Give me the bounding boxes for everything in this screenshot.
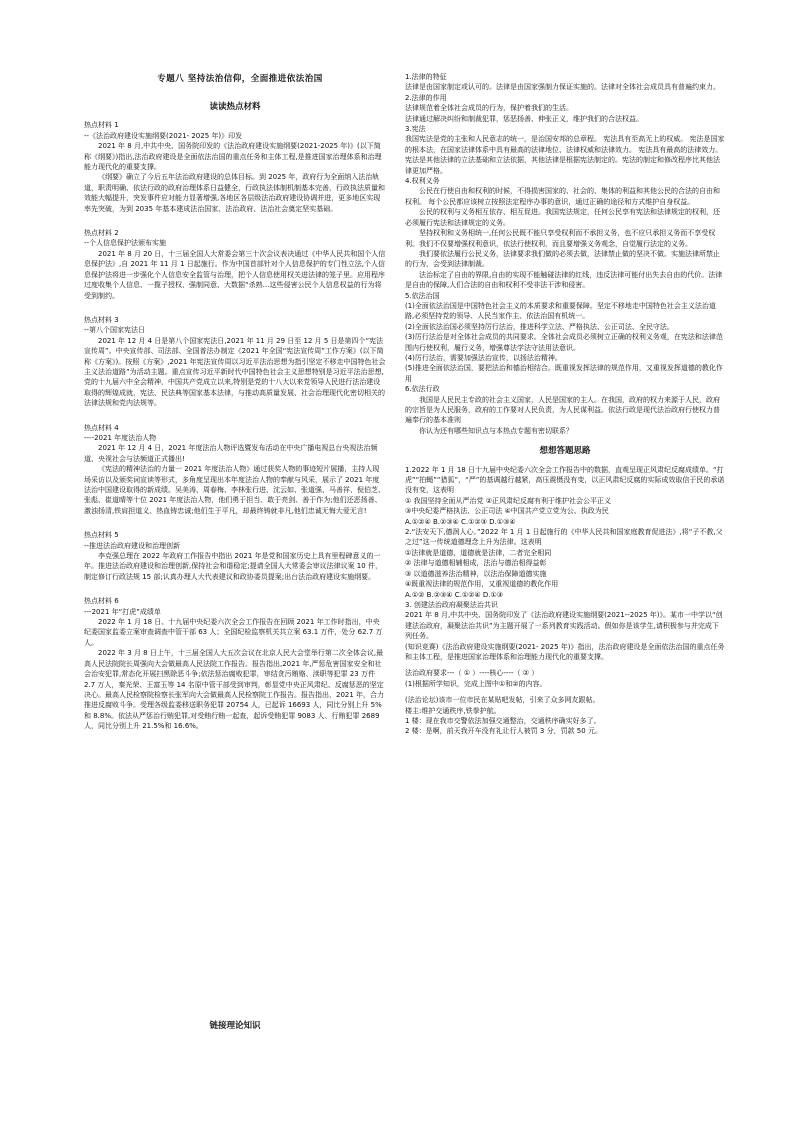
question-3-paragraph: (法治论坛)该市一位市民在某贴吧发帖，引来了众多网友跟帖。 [405,696,600,705]
section-title-hot-materials: 读读热点材料 [209,102,261,112]
question-2-option: ② 法律与道德相辅相成，法治与德治相得益彰 [405,559,547,568]
page-title: 专题八 坚持法治信仰，全面推进依法治国 [157,74,323,84]
material-6-subtitle: ---2021 年“打虎”成绩单 [84,607,161,616]
material-1-label: 热点材料 1 [84,121,119,130]
knowledge-paragraph: 法律规范着全体社会成员的行为，保护着我们的生活。 [405,104,573,113]
question-3-fill-prompt: (1)根据所学知识，完成上图中①和②的内容。 [405,679,547,688]
forum-post: 楼主:维护交通秩序,铁拳护航。 [405,706,501,715]
material-3-label: 热点材料 3 [84,315,119,324]
material-1-paragraph: 2021 年 8 月,中共中央、国务院印发的《法治政府建设实施纲要(2021-2025 年)》(以下简称《纲要》)指出,法治政府建设是全面依法治国的重点任务和主体工程,是推进国家治理体系和治理能力现代化的重要支撑。 [84,142,382,172]
material-5-paragraph: 李克强总理在 2022 年政府工作报告中指出 2021 年是党和国家历史上具有里程碑意义的一年。推进法治政府建设和治理创新,保持社会和谐稳定;提请全国人大常委会审议法律议案 10 件，制定修订行政法规 15 部;认真办理人大代表建议和政协委员提案;出台法治政府建设实施纲要。 [84,552,382,581]
knowledge-heading: 3.宪法 [405,125,426,134]
knowledge-heading: 5.依法治国 [405,291,440,300]
material-2-paragraph: 2021 年 8 月 20 日，十三届全国人大常委会第三十次会议表决通过《中华人民共和国个人信息保护法》,自 2021 年 11 月 1 日起施行。作为中国首部针对个人信息保护的专门性立法,个人信息保护法将进一步强化个人信息安全监管与治理，把个人信息使用权关进法律的笼子里。应用程序过度收集个人信息、一揽子授权、强制同意、大数据“杀熟…这些侵害公民个人信息权益的行为将受到制约。 [84,249,386,300]
knowledge-paragraph: (2)全面依法治国必须坚持厉行法治，推进科学立法、严格执法、公正司法、全民守法。 [405,322,674,331]
knowledge-paragraph: (5)推进全面依法治国，要把法治和德治相结合。既重视发挥法律的规范作用，又重视发挥道德的教化作用 [405,364,723,383]
material-6-label: 热点材料 6 [84,597,119,606]
question-2-stem: 2.“法安天下,德润人心。”2022 年 1 月 1 日起施行的《中华人民共和国家庭教育促进法》,将“子不教,父之过”这一传统道德理念上升为法律。这表明 [405,528,723,547]
material-6-paragraph: 2022 年 3 月 8 日上午，十三届全国人大五次会议在北京人民大会堂举行第二次全体会议,最高人民法院院长周强向大会做最高人民法院工作报告。报告指出,2021 年,严惩危害国家安全和社会治安犯罪,常态化开展扫黑除恶斗争;依法惩治腐败犯罪，审结贪污贿赂、渎职等犯罪 23 万件 2.7 万人，秦光荣、王富玉等 14 名原中管干部受到审判，彰显党中央正风肃纪、反腐惩恶的坚定决心。最高人民检察院检察长张军向大会做最高人民检察院工作报告。报告指出，2021 年，合力推进反腐败斗争。受理各级监委移送职务犯罪 20754 人，已起诉 16693 人，同比分别上升 5% 和 8.8%。依法从严惩治行贿犯罪,对受贿行贿一起查，起诉受贿犯罪 9083 人、行贿犯罪 2689 人，同比分别上升 21.5%和 16.6%。 [84,649,385,731]
material-4-subtitle: ----2021 年度法治人物 [84,433,157,442]
question-3-stem: 3. 创建法治政府凝聚法治共识 [405,600,498,609]
material-5-label: 热点材料 5 [84,531,119,540]
knowledge-paragraph: (3)厉行法治是对全体社会成员的共同要求。全体社会成员必须树立正确的权利义务观，在宪法和法律范围内行使权利，履行义务，增强尊法学法守法用法意识。 [405,333,723,352]
knowledge-paragraph: 我们要依法履行公民义务，法律要求我们做的必须去做，法律禁止做的坚决不做。实施法律所禁止的行为，会受到法律制裁。 [405,249,720,269]
knowledge-paragraph: (4)厉行法治，需要加强法治宣传，以扬法治精神。 [405,353,562,362]
forum-reply: 1 楼：现在我市交警依法加强交通整治，交通秩序确实好多了。 [405,716,601,725]
knowledge-paragraph: 公民的权利与义务相互依存、相互促进。我国宪法规定，任何公民享有宪法和法律规定的权利，还必须履行宪法和法律规定的义务。 [405,208,720,227]
question-2-choices: A.①② B.②③④ C.①②④ D.①③ [405,590,504,599]
material-3-paragraph: 2021 年 12 月 4 日是第八个国家宪法日,2021 年 11 月 29 日至 12 月 5 日是第四个“宪法宣传周”。中央宣传部、司法部、全国普法办制定《2021 年全国“宪法宣传周”工作方案》(以下简称《方案》)。按照《方案》,2021 年宪法宣传周以习近平法治思想为指引坚定不移走中国特色社会主义法治道路”为活动主题。重点宣传习近平新时代中国特色社会主义思想特别是习近平法治思想,党的十九届六中全会精神，中国共产党成立以来,特别是党的十八大以来党领导人民进行法治建设取得的辉煌成就，宪法、民法典等国家基本法律，与推动高质量发展、社会治理现代化密切相关的法律法规和党内法规等。 [84,336,386,408]
section-title-answer-ideas: 想想答题思路 [539,446,591,457]
question-1-options: ③中央纪委严格执法、公正司法 ④中国共产党立党为公、执政为民 [405,507,609,516]
knowledge-heading: 1.法律的特征 [405,73,447,81]
question-2-option: ①法律就是道德，道德就是法律，二者完全相同 [405,548,552,557]
material-3-subtitle: --第八个国家宪法日 [84,326,146,335]
material-4-paragraph: 2021 年 12 月 4 日，2021 年度法治人物评选暨发布活动在中央广播电视总台央视法治频道、央视社会与法频道正式播出! [84,444,378,463]
material-1-subtitle: --《法治政府建设实施纲要(2021- 2025 年)》印发 [84,131,243,140]
material-4-label: 热点材料 4 [84,423,119,432]
material-5-subtitle: --推进法治政府建设和治理创新 [84,541,181,550]
knowledge-paragraph: 法治标定了自由的界限,自由的实现不能触碰法律的红线，违反法律可能付出失去自由的代价。法律是自由的保障,人们合法的自由和权利不受非法干涉和侵害。 [405,270,723,290]
left-column [84,96,386,732]
material-1-paragraph: 《纲要》确立了今后五年法治政府建设的总体目标。到 2025 年，政府行为全面纳入法治轨道，职责明确、依法行政的政府治理体系日益健全，行政执法体制机制基本完善，行政执法质量和效能大幅提升，突发事件应对能力显著增强,各地区各层级法治政府建设协调并进，更多地区实现率先突破，为到 2035 年基本建成法治国家、法治政府、法治社会奠定坚实基础。 [84,173,385,213]
knowledge-paragraph: 我国宪法是党的主张和人民意志的统一，是治国安邦的总章程。 宪法具有至高无上的权威。 宪法是国家的根本法，在国家法律体系中具有最高的法律地位、法律权威和法律效力。 宪法具有最高的法律效力。宪法是其他法律的立法基础和立法依据，其他法律是根据宪法制定的。宪法的制定和修改程序比其他法律更加严格。 [405,135,725,175]
knowledge-heading: 6.依法行政 [405,385,440,394]
knowledge-question: 你认为还有哪些知识点与本热点专题有密切联系？ [419,426,573,435]
question-1-stem: 1.2022 年 1 月 18 日十九届中央纪委六次全会工作报告中的数据，直观呈现正风肃纪反腐成绩单。“打虎”“拍蝇”“猎狐”，“严”的基调越行越紧，高压震慑没有变，以正风肃纪反腐的实际成效取信于民的承诺没有变，这表明 [405,465,725,495]
knowledge-paragraph: 法律是由国家制定或认可的。法律是由国家强制力保证实施的。法律对全体社会成员具有普遍约束力。 [405,83,720,92]
question-2-option: ③ 以道德滋养法治精神，以法治保障道德实施 [405,569,547,578]
question-3-paragraph: (知识竞赛)《法治政府建设实施纲要(2021- 2025 年)》指出，法治政府建设是全面依法治国的重点任务和主体工程，是推进国家治理体系和治理能力现代化的重要支撑。 [405,642,725,661]
knowledge-paragraph: (1)全面依法治国是中国特色社会主义的本质要求和重要保障。坚定不移地走中国特色社会主义法治道路,必须坚持党的领导、人民当家作主、依法治国有机统一。 [405,301,716,321]
material-6-paragraph: 2022 年 1 月 18 日、十九届中央纪委六次全会工作报告在回顾 2021 年工作时指出，中央纪委国家监委立案审查调查中管干部 63 人；全国纪检监察机关共立案 63.1 万件，处分 62.7 万人。 [84,618,383,647]
question-1-choices: A.①②④ B.②③④ C.①②③ D.①③④ [405,517,516,526]
section-title-theory: 链接理论知识 [209,1021,261,1031]
material-2-subtitle: --个人信息保护法颁布实施 [84,239,167,248]
knowledge-paragraph: 法律通过解决纠纷和制裁犯罪，惩恶扬善、伸张正义，维护我们的合法权益。 [405,114,643,123]
knowledge-paragraph: 公民在行使自由和权利的时候，不得损害国家的、社会的、集体的利益和其他公民的合法的自由和权利。 每个公民都应该树立按照法定程序办事的意识，通过正确的途径和方式维护自身权益。 [405,187,720,206]
question-3-paragraph: 2021 年 8 月,中共中央、国务院印发了《法治政府建设实施纲要(2021--2025 年)》。某市一中学以“创建法治政府，凝聚法治共识”为主题开展了一系列教育实践活动。假如你是该学生,请积极参与并完成下列任务。 [405,611,723,641]
knowledge-paragraph: 坚持权利和义务相统一,任何公民既不能只享受权利而不承担义务，也不应只承担义务而不享受权利。我们不仅要增强权利意识，依法行使权利，而且要增强义务观念，自觉履行法定的义务。 [405,229,716,248]
knowledge-paragraph: 我国是人民民主专政的社会主义国家，人民是国家的主人。在我国，政府的权力来源于人民，政府的宗旨是为人民服务，政府的工作要对人民负责，为人民谋利益。依法行政是现代法治政府行使权力普遍奉行的基本准则 [405,395,720,425]
material-2-label: 热点材料 2 [84,229,119,238]
question-3-fill-diagram: 法治政府要求---（ ① ）----核心----（ ② ） [405,669,539,678]
question-2-option: ④既重视法律的规范作用，又重视道德的教化作用 [405,580,559,589]
knowledge-heading: 2.法律的作用 [405,93,447,102]
forum-reply: 2 楼：是啊，前天我开车没有礼让行人被罚 3 分，罚款 50 元。 [405,727,602,736]
question-1-options: ① 我国坚持全面从严治党 ②正风肃纪反腐有利于维护社会公平正义 [405,496,612,505]
right-column [405,72,725,737]
knowledge-heading: 4.权利义务 [405,177,440,186]
material-4-paragraph: 《宪法的精神法治的力量一 2021 年度法治人物》通过获奖人物的事迹短片展播，主持人现场采访以及颁奖词宣读等形式，多角度呈现出本年度法治人物的奉献与风采，展示了 2021 年度法治中国建设取得的新成绩。吴美涛、周春梅、李林张行进、沈云如、张道强、马善祥、倪伯芝、张彪、崔道晴等十位 2021 年度法治人物，他们勇于担当、敢于亮剑、善于作为;他们还恶扬善、激浊扬清,铁肩担道义、热血铸忠诚;他们生于平凡，却最终铸就非凡,他们忠诚无悔大爱无言! [84,465,385,515]
